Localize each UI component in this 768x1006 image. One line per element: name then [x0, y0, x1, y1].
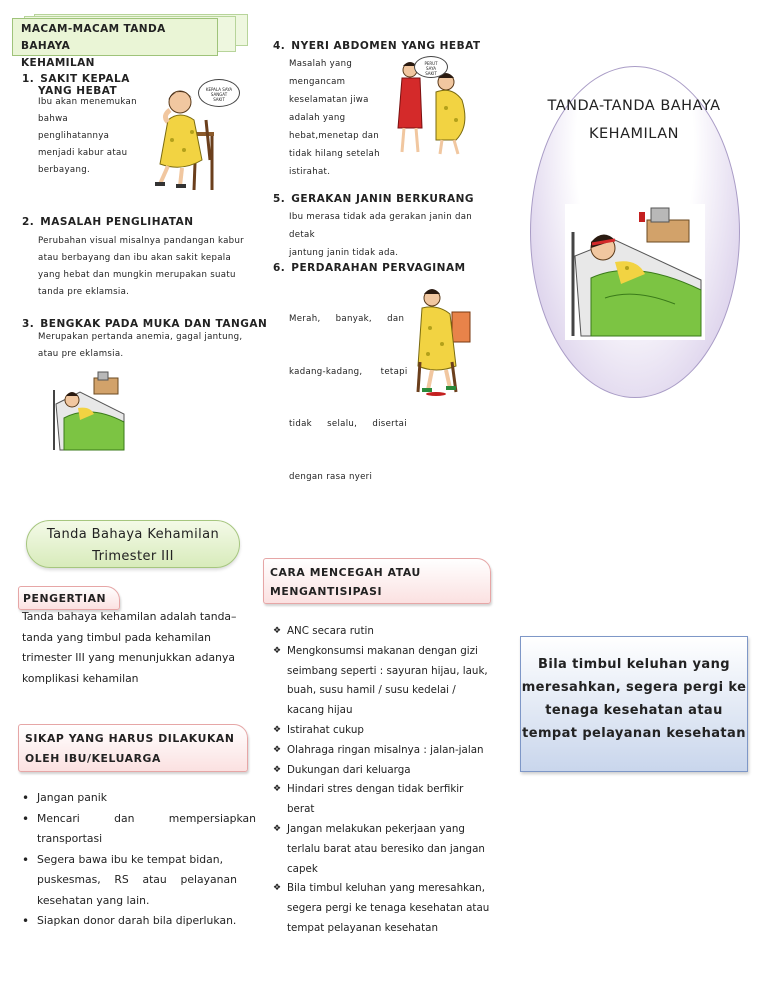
callout-box: Bila timbul keluhan yang meresahkan, segera pergi ke tenaga kesehatan atau tempat pelayanan kesehatan [520, 636, 748, 772]
cover-title-line1: TANDA-TANDA BAHAYA [547, 98, 721, 114]
list-item: ❖ Olahraga ringan misalnya : jalan-jalan [273, 741, 494, 761]
mencegah-header: CARA MENCEGAH ATAU MENGANTISIPASI [263, 558, 491, 604]
pengertian-header: PENGERTIAN [18, 586, 120, 610]
sikap-list [22, 788, 256, 932]
header-title-line2: KEHAMILAN [21, 57, 95, 69]
section-3-title: 3. BENGKAK PADA MUKA DAN TANGAN [22, 318, 268, 330]
trimester-pill [26, 520, 240, 568]
pengertian-text: Tanda bahaya kehamilan adalah tanda– tanda yang timbul pada kehamilan trimester III yang menunjukkan adanya komplikasi kehamilan [22, 610, 237, 685]
speech-bubble-headache: KEPALA SAYA SANGAT SAKIT [198, 79, 240, 107]
list-item: ❖ Dukungan dari keluarga [273, 761, 494, 781]
list-item: • Siapkan donor darah bila diperlukan. [22, 911, 244, 932]
pill-line1: Tanda Bahaya Kehamilan [46, 527, 220, 542]
section-6-title: 6. PERDARAHAN PERVAGINAM [273, 262, 466, 274]
bullet-icon: • [22, 811, 30, 826]
list-item: ❖ Mengkonsumsi makanan dengan gizi seimbang seperti : sayuran hijau, lauk, buah, susu hamil / susu kedelai / kacang hijau [273, 642, 494, 721]
section-2-title: 2. MASALAH PENGLIHATAN [22, 216, 194, 228]
bed-woman-illustration-small [50, 370, 128, 452]
cover-title-line2: KEHAMILAN [589, 126, 679, 142]
section-4-title: 4. NYERI ABDOMEN YANG HEBAT [273, 40, 481, 52]
bullet-icon: • [22, 914, 30, 928]
section-5-title: 5. GERAKAN JANIN BERKURANG [273, 193, 475, 205]
cover-bed-illustration [565, 204, 705, 340]
section-6-text: Merah, banyak, dan kadang-kadang, tetapi tidak selalu, disertai dengan rasa nyeri [289, 314, 408, 482]
diamond-bullet-icon: ❖ [273, 724, 282, 735]
list-item: ❖ Bila timbul keluhan yang meresahkan, segera pergi ke tenaga kesehatan atau tempat pelayanan kesehatan [273, 879, 494, 938]
section-5-text: Ibu merasa tidak ada gerakan janin dan detak jantung janin tidak ada. [289, 212, 473, 258]
speech-bubble-abdomen: PERUT SAYA SAKIT [414, 56, 448, 78]
header-title-line1: MACAM-MACAM TANDA BAHAYA [21, 23, 166, 52]
bleeding-woman-illustration [412, 284, 482, 398]
bullet-icon: • [22, 852, 30, 867]
list-item: • Mencari dan mempersiapkan transportasi [22, 809, 244, 850]
mencegah-list [273, 622, 494, 939]
diamond-bullet-icon: ❖ [273, 626, 282, 636]
section-1-text: Ibu akan menemukan bahwa penglihatannya menjadi kabur atau berbayang. [38, 97, 137, 175]
list-item: • Jangan panik [22, 788, 244, 809]
pill-line2: Trimester III [92, 549, 174, 564]
diamond-bullet-icon: ❖ [273, 823, 282, 834]
list-item: • Segera bawa ibu ke tempat bidan, puskesmas, RS atau pelayanan kesehatan yang lain. [22, 850, 244, 912]
list-item: ❖ Jangan melakukan pekerjaan yang terlalu barat atau beresiko dan jangan capek [273, 820, 494, 879]
list-item: ❖ Hindari stres dengan tidak berfikir berat [273, 780, 494, 820]
cover-title [520, 92, 748, 148]
section-1-title: 1. SAKIT KEPALA YANG HEBAT [22, 73, 130, 97]
diamond-bullet-icon: ❖ [273, 784, 282, 795]
diamond-bullet-icon: ❖ [273, 764, 282, 775]
diamond-bullet-icon: ❖ [273, 744, 282, 755]
header-box [12, 18, 218, 69]
diamond-bullet-icon: ❖ [273, 883, 282, 894]
section-4-text: Masalah yang mengancam keselamatan jiwa adalah yang hebat,menetap dan tidak hilang setelah istirahat. [289, 59, 380, 177]
list-item: ❖ ANC secara rutin [273, 622, 494, 642]
section-2-text: Perubahan visual misalnya pandangan kabur atau berbayang dan ibu akan sakit kepala yang hebat dan mungkin merupakan suatu tanda pre eklamsia. [38, 236, 245, 297]
sikap-header: SIKAP YANG HARUS DILAKUKAN OLEH IBU/KELUARGA [18, 724, 248, 772]
bullet-icon: • [22, 791, 30, 805]
section-3-text: Merupakan pertanda anemia, gagal jantung, atau pre eklamsia. [38, 332, 243, 359]
list-item: ❖ Istirahat cukup [273, 721, 494, 741]
diamond-bullet-icon: ❖ [273, 645, 282, 656]
